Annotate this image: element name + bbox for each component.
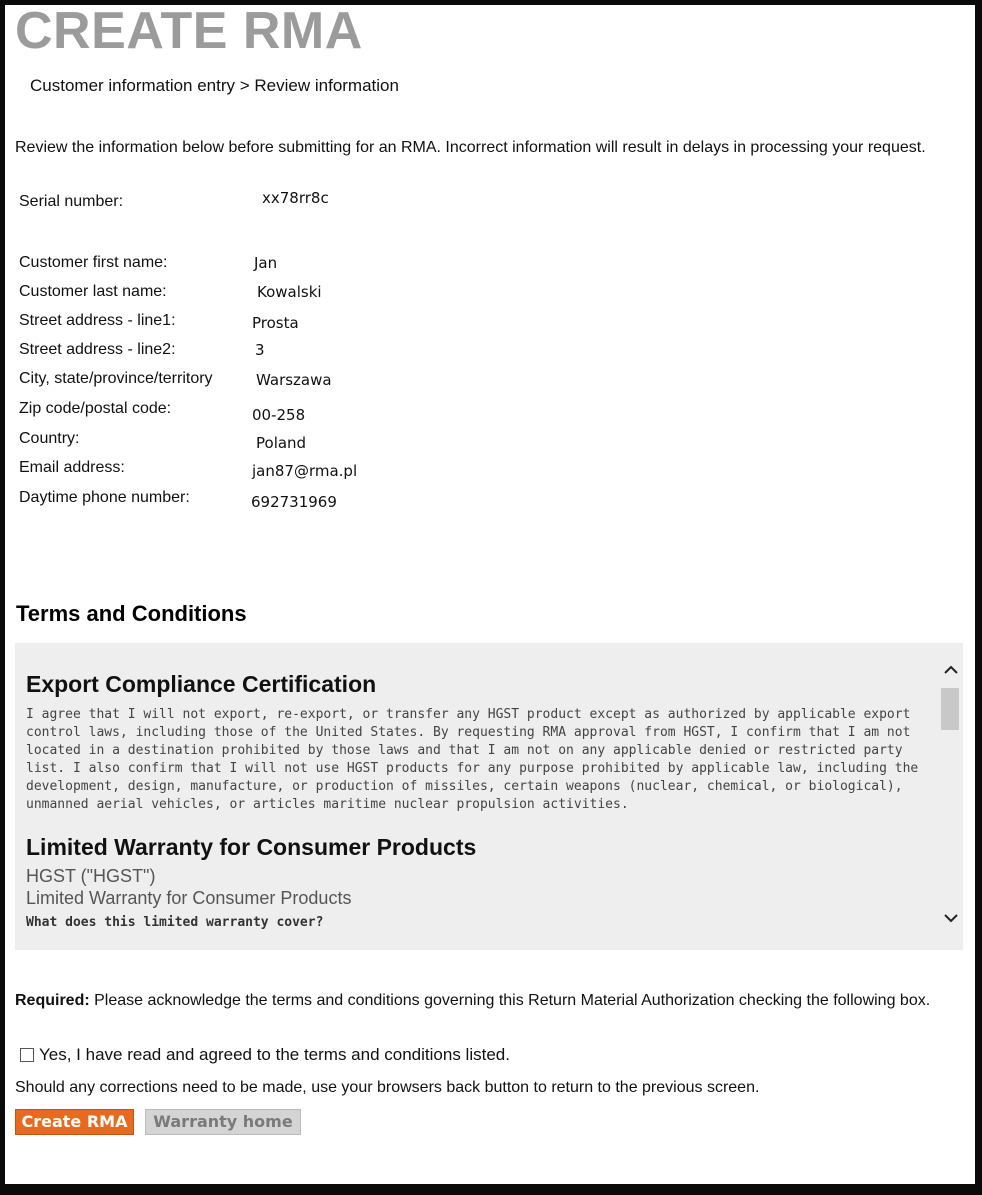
scrollbar-thumb[interactable] bbox=[941, 688, 959, 730]
create-rma-button[interactable]: Create RMA bbox=[15, 1109, 134, 1135]
field-value-phone: 692731969 bbox=[251, 493, 337, 511]
limited-warranty-title: Limited Warranty for Consumer Products bbox=[26, 834, 477, 860]
field-label-last-name: Customer last name: bbox=[19, 283, 167, 300]
required-notice bbox=[15, 990, 955, 1012]
field-label-city: City, state/province/territory bbox=[19, 370, 213, 387]
field-value-city: Warszawa bbox=[256, 371, 332, 389]
field-value-first-name: Jan bbox=[254, 254, 278, 272]
export-compliance-text: I agree that I will not export, re-export, or transfer any HGST product except as authorized by applicable export control laws, including those of the United States. By requesting RMA approval from HGST, I confirm that I am not located in a destination prohibited by those laws and that I am not on any applicable denied or restricted party list. I also confirm that I will not use HGST products for any purpose prohibited by applicable law, including the development, design, manufacture, or production of missiles, certain weapons (nuclear, chemical, or biological), unmanned aerial vehicles, or articles maritime nuclear propulsion activities. bbox=[26, 707, 919, 812]
field-label-street2: Street address - line2: bbox=[19, 341, 176, 358]
field-value-street2: 3 bbox=[255, 341, 265, 359]
field-label-first-name: Customer first name: bbox=[19, 254, 168, 271]
required-label: Required: bbox=[15, 992, 90, 1009]
field-value-zip: 00-258 bbox=[252, 406, 306, 424]
warranty-company-line: HGST ("HGST") bbox=[26, 866, 156, 886]
breadcrumb: Customer information entry > Review information bbox=[30, 76, 399, 95]
field-label-zip: Zip code/postal code: bbox=[19, 400, 172, 417]
warranty-home-button[interactable]: Warranty home bbox=[145, 1109, 301, 1135]
intro-text: Review the information below before submitting for an RMA. Incorrect information will result in delays in processing your request. bbox=[15, 139, 926, 156]
page-title: CREATE RMA bbox=[15, 2, 363, 60]
agree-row[interactable] bbox=[20, 1045, 510, 1065]
agree-checkbox[interactable] bbox=[20, 1048, 34, 1062]
warranty-question: What does this limited warranty cover? bbox=[26, 915, 324, 930]
field-value-last-name: Kowalski bbox=[257, 283, 322, 301]
field-value-street1: Prosta bbox=[252, 314, 299, 332]
terms-scrollbar[interactable] bbox=[939, 643, 963, 950]
field-label-country: Country: bbox=[19, 430, 80, 447]
field-label-street1: Street address - line1: bbox=[19, 312, 176, 329]
terms-heading: Terms and Conditions bbox=[16, 601, 247, 626]
export-compliance-title: Export Compliance Certification bbox=[26, 671, 377, 697]
warranty-subtitle: Limited Warranty for Consumer Products bbox=[26, 888, 352, 908]
field-label-email: Email address: bbox=[19, 459, 125, 476]
field-label-phone: Daytime phone number: bbox=[19, 489, 190, 506]
serial-number-value: xx78rr8c bbox=[262, 189, 329, 207]
required-text: Please acknowledge the terms and conditions governing this Return Material Authorization checking the following box. bbox=[89, 992, 931, 1009]
field-value-email: jan87@rma.pl bbox=[252, 462, 358, 480]
terms-content bbox=[26, 671, 926, 930]
serial-number-label: Serial number: bbox=[19, 193, 124, 210]
chevron-up-icon[interactable] bbox=[942, 663, 960, 681]
terms-scroll-box[interactable] bbox=[15, 643, 963, 950]
field-value-country: Poland bbox=[256, 434, 307, 452]
chevron-down-icon[interactable] bbox=[942, 911, 960, 929]
corrections-text: Should any corrections need to be made, use your browsers back button to return to the previous screen. bbox=[15, 1079, 760, 1096]
agree-checkbox-label[interactable]: Yes, I have read and agreed to the terms and conditions listed. bbox=[39, 1045, 510, 1064]
